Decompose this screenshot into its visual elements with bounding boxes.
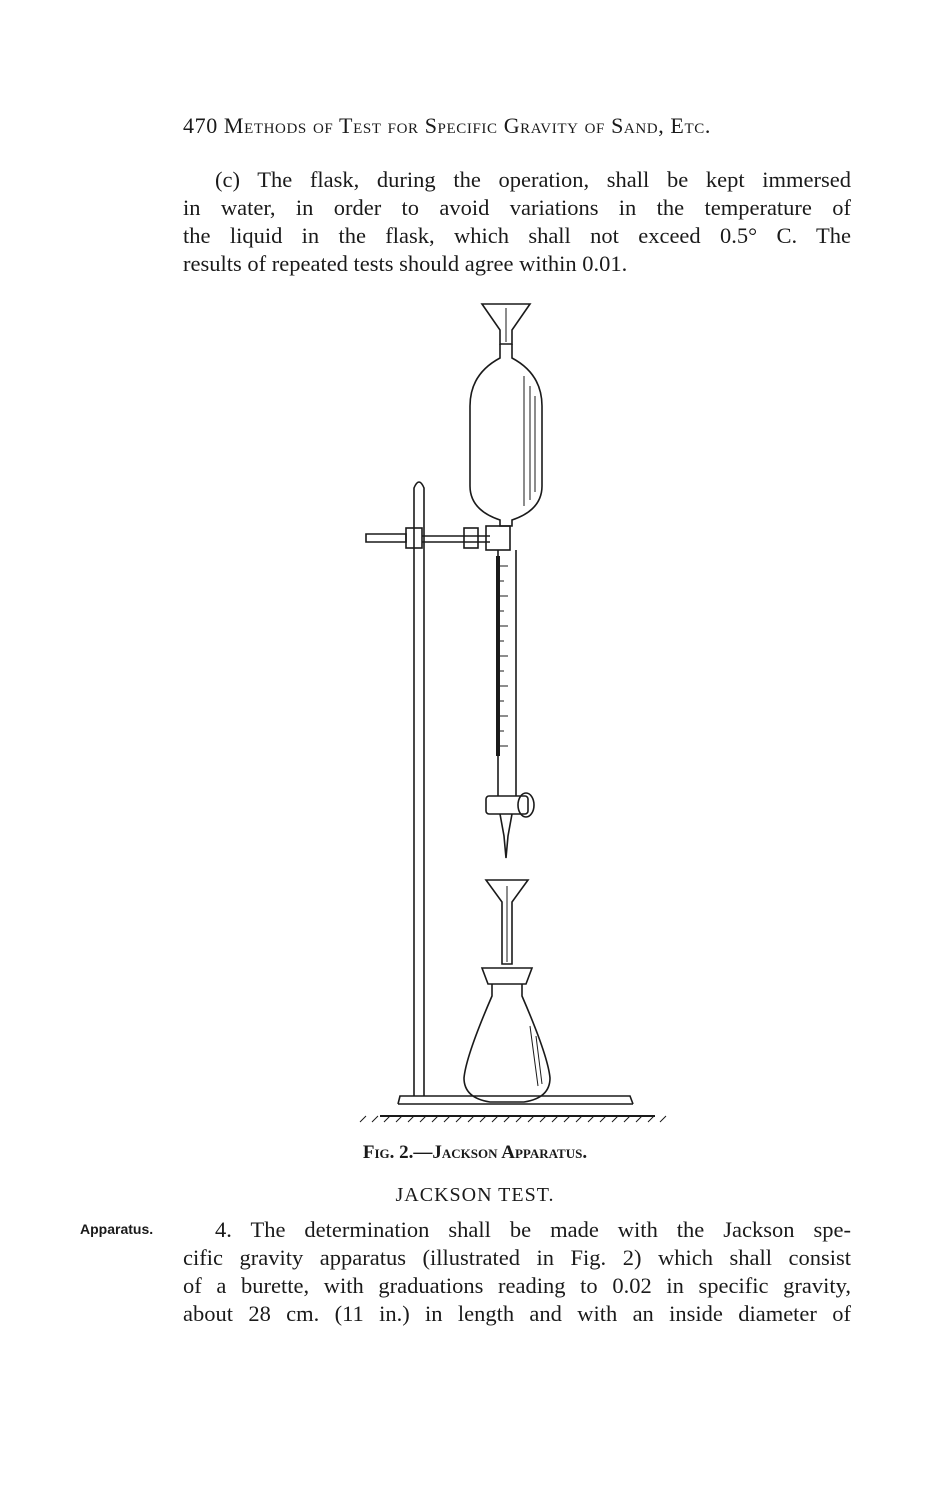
paragraph-c xyxy=(183,166,851,278)
paragraph-line: (c) The flask, during the operation, shall be kept immersed xyxy=(215,167,851,192)
paragraph-line: in water, in order to avoid variations in the temperature of xyxy=(183,195,851,220)
paragraph-line: the liquid in the flask, which shall not exceed 0.5° C. The xyxy=(183,223,851,248)
paragraph-4 xyxy=(183,1216,851,1328)
running-title: Methods of Test for Specific Gravity of Sand, Etc. xyxy=(223,113,711,138)
jackson-apparatus-illustration xyxy=(340,296,690,1136)
figure-caption: Fig. 2.—Jackson Apparatus. xyxy=(362,1142,588,1163)
paragraph-line: about 28 cm. (11 in.) in length and with an inside diameter of xyxy=(183,1301,851,1326)
paragraph-line: results of repeated tests should agree within 0.01. xyxy=(183,251,628,276)
paragraph-line: of a burette, with graduations reading to 0.02 in specific gravity, xyxy=(183,1273,851,1298)
running-header xyxy=(183,113,843,139)
paragraph-line: 4. The determination shall be made with the Jackson spe- xyxy=(215,1217,851,1242)
margin-label: Apparatus. xyxy=(80,1221,154,1237)
section-title: JACKSON TEST. xyxy=(395,1184,555,1206)
page-number: 470 xyxy=(183,113,218,138)
paragraph-line: cific gravity apparatus (illustrated in Fig. 2) which shall consist xyxy=(183,1245,851,1270)
